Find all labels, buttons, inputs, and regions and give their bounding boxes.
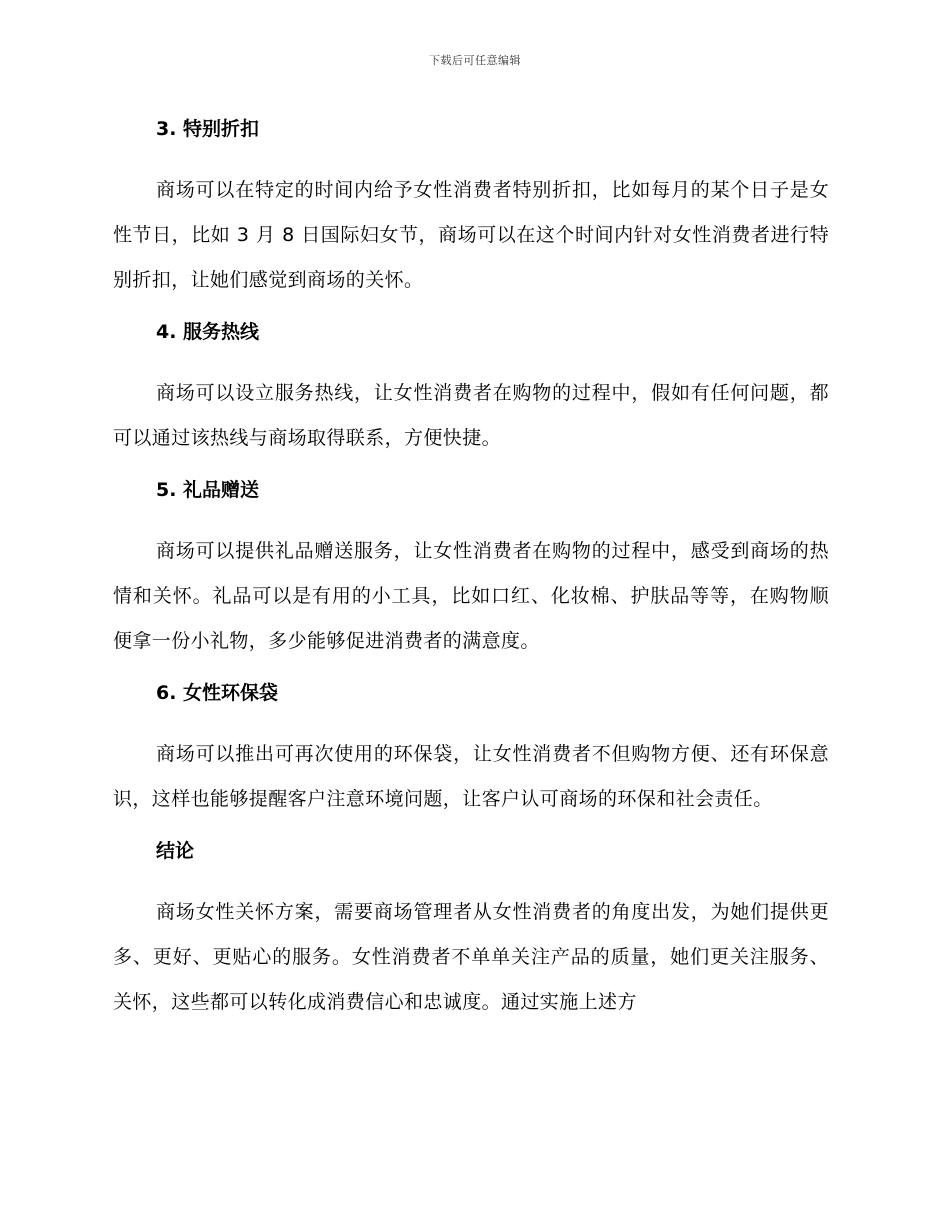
section-heading-service-hotline: 4. 服务热线: [156, 321, 260, 343]
section-heading-eco-bag: 6. 女性环保袋: [156, 682, 279, 704]
section-body-eco-bag: 商场可以推出可再次使用的环保袋，让女性消费者不但购物方便、还有环保意识，这样也能够提醒客户注意环境问题，让客户认可商场的环保和社会责任。: [113, 743, 829, 810]
page-header: 下载后可任意编辑: [429, 54, 521, 67]
section-body-conclusion: 商场女性关怀方案，需要商场管理者从女性消费者的角度出发，为她们提供更多、更好、更贴心的服务。女性消费者不单单关注产品的质量，她们更关注服务、关怀，这些都可以转化成消费信心和忠诚度。通过实施上述方: [113, 901, 829, 1013]
section-body-service-hotline: 商场可以设立服务热线，让女性消费者在购物的过程中，假如有任何问题，都可以通过该热线与商场取得联系，方便快捷。: [113, 382, 829, 449]
section-heading-conclusion: 结论: [156, 840, 195, 862]
section-heading-special-discount: 3. 特别折扣: [156, 118, 260, 140]
section-body-gift: 商场可以提供礼品赠送服务，让女性消费者在购物的过程中，感受到商场的热情和关怀。礼品可以是有用的小工具，比如口红、化妆棉、护肤品等等，在购物顺便拿一份小礼物，多少能够促进消费者的满意度。: [113, 540, 829, 652]
section-heading-gift: 5. 礼品赠送: [156, 479, 260, 501]
section-body-special-discount: 商场可以在特定的时间内给予女性消费者特别折扣，比如每月的某个日子是女性节日，比如 3 月 8 日国际妇女节，商场可以在这个时间内针对女性消费者进行特别折扣，让她们感觉到商场的关怀。: [113, 179, 829, 291]
document-body: [113, 112, 829, 1037]
